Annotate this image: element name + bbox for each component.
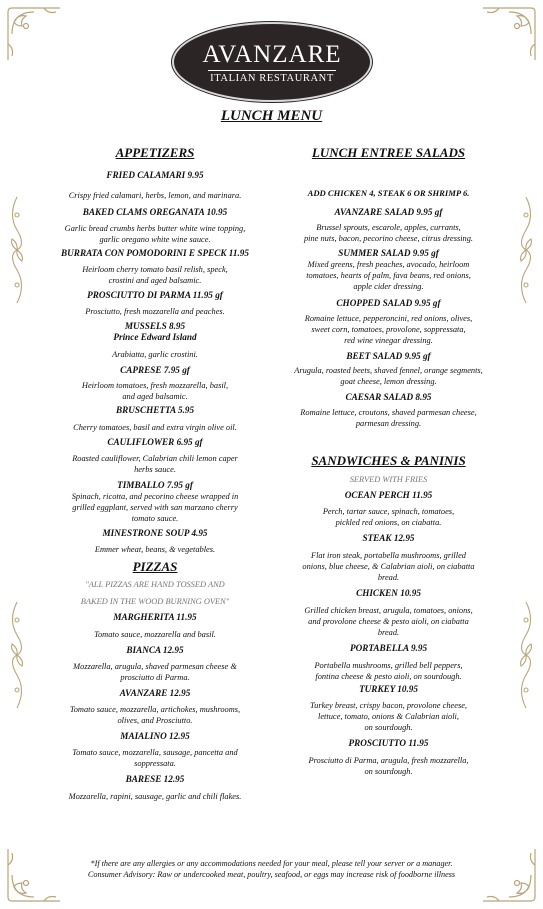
menu-item (44, 437, 266, 475)
item-description: Arugula, roasted beets, shaved fennel, orange segments, (294, 366, 483, 375)
sandwiches-note: SERVED WITH FRIES (349, 475, 428, 484)
item-name: CAPRESE 7.95 gf (120, 365, 190, 375)
item-name: TIMBALLO 7.95 gf (117, 480, 193, 490)
item-description: Romaine lettuce, croutons, shaved parmesan cheese, (300, 408, 477, 417)
pizzas-note: BAKED IN THE WOOD BURNING OVEN" (80, 597, 230, 606)
item-name: SUMMER SALAD 9.95 gf (338, 248, 439, 258)
item-description: Mixed greens, fresh peaches, avocado, heirloom (307, 260, 470, 269)
item-description: soppressata. (134, 759, 176, 768)
item-name: MAIALINO 12.95 (120, 731, 190, 741)
corner-ornament-icon (4, 4, 64, 64)
menu-item (276, 392, 501, 429)
menu-item (276, 738, 501, 777)
item-description: olives, and Prosciutto. (117, 716, 193, 725)
item-description: and aged balsamic. (122, 392, 188, 401)
footer-disclaimer (40, 859, 503, 880)
menu-item (44, 528, 266, 555)
menu-item (276, 588, 501, 638)
item-description: pine nuts, bacon, pecorino cheese, citrus dressing. (303, 234, 474, 243)
menu-item (276, 490, 501, 528)
item-description: Crispy fried calamari, herbs, lemon, and marinara. (68, 191, 242, 200)
item-description: sweet corn, tomatoes, provolone, soppressata, (311, 325, 466, 334)
item-description: Mozzarella, arugula, shaved parmesan cheese & (73, 662, 237, 671)
item-description: prosciutto di Parma. (120, 673, 190, 682)
item-description: Heirloom tomatoes, fresh mozzarella, basil, (81, 381, 229, 390)
restaurant-logo (172, 22, 372, 102)
menu-item (44, 290, 266, 317)
allergy-notice: *If there are any allergies or any accommodations needed for your meal, please tell your server or a manager. (90, 859, 453, 868)
item-description: Garlic bread crumbs herbs butter white wine topping, (64, 224, 246, 233)
menu-item (44, 645, 266, 683)
consumer-advisory: Consumer Advisory: Raw or undercooked meat, poultry, seafood, or eggs may increase risk of foodborne illness (87, 869, 456, 879)
item-description: herbs sauce. (134, 465, 176, 474)
item-description: crostini and aged balsamic. (108, 276, 202, 285)
menu-item (44, 405, 266, 433)
menu-item (276, 533, 501, 583)
item-name: MINESTRONE SOUP 4.95 (102, 528, 208, 538)
item-description: on sourdough. (364, 767, 413, 776)
item-description: goat cheese, lemon dressing. (340, 377, 437, 386)
item-description: grilled eggplant, served with san marzano cherry (72, 503, 238, 512)
item-description: on sourdough. (364, 723, 413, 732)
item-name: BRUSCHETTA 5.95 (115, 405, 195, 415)
item-name: MARGHERITA 11.95 (113, 612, 197, 622)
item-description: Romaine lettuce, pepperoncini, red onions, olives, (304, 314, 473, 323)
side-flourish-icon (515, 195, 537, 305)
right-column (276, 145, 501, 777)
item-description: Arabiatta, garlic crostini. (112, 350, 198, 359)
item-description: garlic oregano white wine sauce. (99, 235, 211, 244)
item-name: AVANZARE SALAD 9.95 gf (334, 207, 443, 217)
item-name: OCEAN PERCH 11.95 (344, 490, 433, 500)
item-description: bread. (377, 628, 400, 637)
item-description: Mozzarella, rapini, sausage, garlic and chili flakes. (68, 792, 242, 801)
item-name: BEET SALAD 9.95 gf (346, 351, 431, 361)
salads-add-on: ADD CHICKEN 4, STEAK 6 OR SHRIMP 6. (307, 188, 470, 198)
item-description: parmesan dressing. (355, 419, 422, 428)
item-description: onions, blue cheese, & Calabrian aioli, on ciabatta (302, 562, 475, 571)
item-description: Prosciutto, fresh mozzarella and peaches. (85, 307, 225, 316)
menu-item (276, 207, 501, 244)
menu-item (44, 170, 266, 201)
logo-name: AVANZARE (202, 41, 342, 68)
item-description: Turkey breast, crispy bacon, provolone cheese, (309, 701, 468, 710)
item-description: Spinach, ricotta, and pecorino cheese wrapped in (71, 492, 239, 501)
item-description: apple cider dressing. (353, 282, 424, 291)
item-description: Cherry tomatoes, basil and extra virgin olive oil. (73, 423, 237, 432)
salads-heading: LUNCH ENTREE SALADS (311, 145, 466, 160)
menu-item (44, 612, 266, 640)
item-description: Tomato sauce, mozzarella, artichokes, mushrooms, (69, 705, 241, 714)
menu-item (44, 688, 266, 726)
menu-item (276, 298, 501, 346)
menu-item (44, 731, 266, 769)
item-origin: Prince Edward Island (113, 332, 197, 342)
menu-item (276, 248, 501, 292)
item-description: tomatoes, hearts of palm, fava beans, red onions, (306, 271, 471, 280)
item-description: Flat iron steak, portabella mushrooms, grilled (310, 551, 466, 560)
side-flourish-icon (515, 600, 537, 710)
side-flourish-icon (6, 600, 28, 710)
item-description: Emmer wheat, beans, & vegetables. (94, 545, 216, 554)
item-name: FRIED CALAMARI 9.95 (106, 170, 204, 180)
item-name: PORTABELLA 9.95 (349, 643, 428, 653)
item-description: Brussel sprouts, escarole, apples, currants, (316, 223, 461, 232)
item-name: CAULIFLOWER 6.95 gf (107, 437, 203, 447)
menu-item (44, 774, 266, 802)
item-description: red wine vinegar dressing. (344, 336, 433, 345)
logo-divider (208, 70, 336, 71)
item-name: CHOPPED SALAD 9.95 gf (336, 298, 441, 308)
item-name: PROSCIUTTO 11.95 (348, 738, 429, 748)
appetizers-heading: APPETIZERS (115, 145, 195, 160)
left-column (44, 145, 266, 802)
item-name: CHICKEN 10.95 (356, 588, 421, 598)
pizzas-note: "ALL PIZZAS ARE HAND TOSSED AND (85, 580, 225, 589)
item-name: BURRATA CON POMODORINI E SPECK 11.95 (61, 248, 249, 258)
logo-subtitle: ITALIAN RESTAURANT (210, 73, 334, 84)
menu-item (44, 321, 266, 360)
side-flourish-icon (6, 195, 28, 305)
item-description: Tomato sauce, mozzarella and basil. (94, 630, 216, 639)
menu-item (276, 351, 501, 387)
item-description: Prosciutto di Parma, arugula, fresh mozzarella, (308, 756, 469, 765)
pizzas-heading: PIZZAS (132, 559, 178, 574)
menu-title: LUNCH MENU (220, 108, 323, 124)
item-description: tomato sauce. (131, 514, 179, 523)
menu-item (276, 643, 501, 682)
menu-item (44, 365, 266, 402)
item-name: BAKED CLAMS OREGANATA 10.95 (82, 207, 228, 217)
item-name: CAESAR SALAD 8.95 (345, 392, 432, 402)
item-description: fontina cheese & pesto aioli, on sourdough. (315, 672, 462, 681)
corner-ornament-icon (479, 4, 539, 64)
item-name: STEAK 12.95 (362, 533, 415, 543)
item-name: BIANCA 12.95 (126, 645, 184, 655)
item-description: Grilled chicken breast, arugula, tomatoes, onions, (304, 606, 473, 615)
item-description: Tomato sauce, mozzarella, sausage, pancetta and (72, 748, 238, 757)
item-description: Portabella mushrooms, grilled bell peppers, (314, 661, 463, 670)
item-name: MUSSELS 8.95 (124, 321, 186, 331)
item-description: and provolone cheese & pesto aioli, on ciabatta (308, 617, 469, 626)
menu-item (44, 248, 266, 286)
item-name: TURKEY 10.95 (359, 684, 418, 694)
item-description: pickled red onions, on ciabatta. (335, 518, 442, 527)
item-description: Perch, tartar sauce, spinach, tomatoes, (322, 507, 455, 516)
item-description: lettuce, tomato, onions & Calabrian aioli, (318, 712, 459, 721)
item-description: Roasted cauliflower, Calabrian chili lemon caper (72, 454, 238, 463)
item-description: bread. (377, 573, 400, 582)
item-name: BARESE 12.95 (125, 774, 185, 784)
item-description: Heirloom cherry tomato basil relish, speck, (82, 265, 228, 274)
item-name: AVANZARE 12.95 (119, 688, 191, 698)
menu-item (44, 207, 266, 245)
sandwiches-heading: SANDWICHES & PANINIS (311, 453, 466, 468)
menu-item (44, 480, 266, 524)
item-name: PROSCIUTTO DI PARMA 11.95 gf (87, 290, 223, 300)
menu-item (276, 684, 501, 733)
